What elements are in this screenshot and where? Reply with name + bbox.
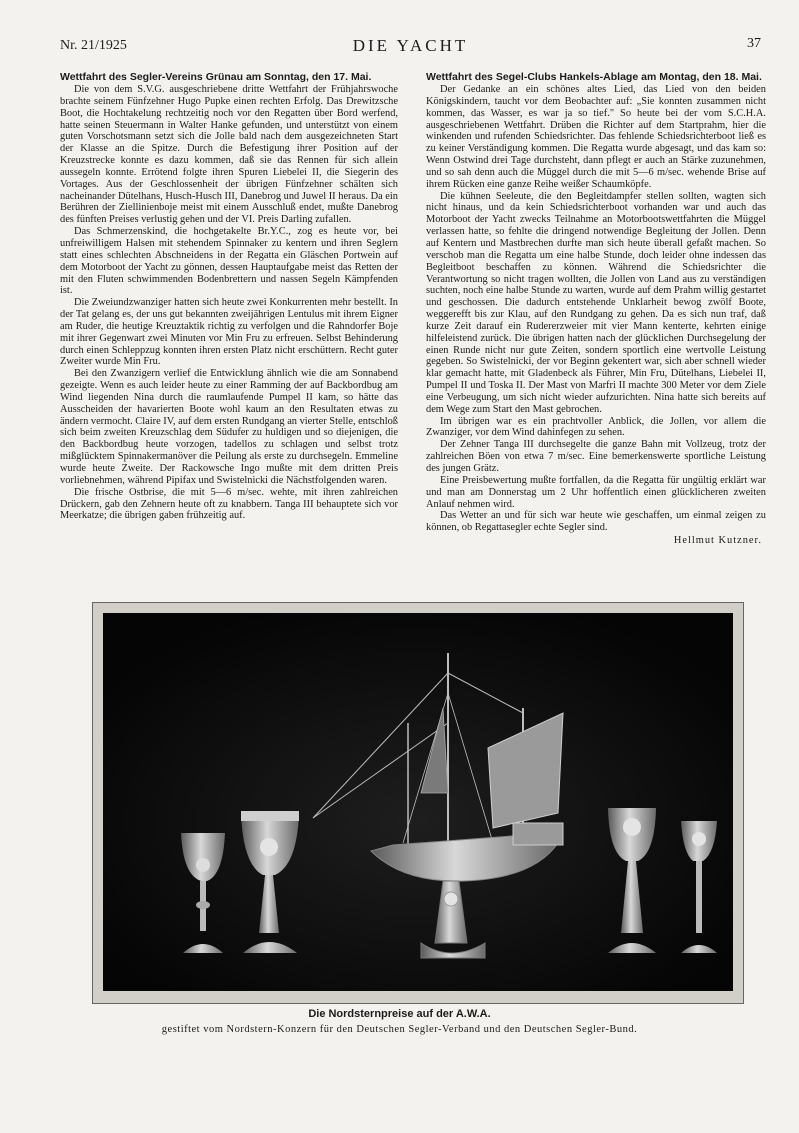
trophy-photo — [103, 613, 733, 991]
trophy-photo-frame — [92, 602, 744, 1004]
left-article — [60, 71, 398, 522]
trophy-illustration — [103, 613, 733, 991]
left-paragraph-2: Das Schmerzenskind, die hochgetakelte Br.Y.C., zog es heute vor, bei unfreiwilligem Halsen mit stehendem Spinnaker zu kentern und ihren Seglern statt eines schlechten Abschneidens in der Regatta ein Gläschen Portwein auf dem Motorboot der Yacht zu gönnen, dessen Hauptaufgabe meist das Retten der mit den Fluten schwimmenden Bodenbrettern und nassen Segeln Kämpfenden ist. — [60, 226, 398, 297]
magazine-title: DIE YACHT — [352, 36, 469, 55]
issue-number: Nr. 21/1925 — [60, 38, 127, 53]
right-paragraph-2: Die kühnen Seeleute, die den Begleitdampfer stellen sollten, wagten sich nicht hinaus, und da kein Schiedsrichterboot vorhanden war und auch das Motorboot der Yacht zwecks Teilnahme an Motorbootswettfahrten die Müggel verlassen hatte, so fehlte die dringend notwendige Begleitung der Jollen. Denn auf Kentern und Mastbrechen durfte man sich heute überall gefaßt machen. So verschob man die Regatta um eine halbe Stunde, doch leider ohne indessen das Begleitboot beschaffen zu können. Während die Schiedsrichter die Verantwortung so nicht tragen wollten, die Jollen von Land aus zu verständigen suchten, noch eine halbe Stunde zu warten, wurde auf dem Prahm willig gestartet und geschossen. Die dadurch entstehende Unklarheit bewog zwölf Boote, weggerefft bis zur Klau, auf den Rundgang zu gehen. Da es sich nun traf, daß kurze Zeit darauf ein Rudererzweier mit vier Mann kenterte, kehrten einige hilfeleistend zurück. Die übrigen hatten nach der glücklichen Durchsegelung der einen Runde nicht nur gute Zeiten, sondern sportlich eine wertvolle Leistung gegeben. So Swistelnicki, der vor Beginn gekentert war, sich aber schnell wieder klar gemacht hatte, mit Gladenbeck als Führer, Min Fru, Dütelhans, Liebelei II, Pumpel II und Toska II. Der Mast von Marfri II machte 300 Meter vor dem Ziele eine Verbeugung, um sich nicht wieder aufzurichten. Nina hatte sich bereits auf dem Wege zum Start den Mast gebrochen. — [426, 190, 766, 415]
page-number: 37 — [747, 36, 761, 51]
right-paragraph-3: Im übrigen war es ein prachtvoller Anblick, die Jollen, vor allem die Zwanziger, vor dem Wind dahinfegen zu sehen. — [426, 415, 766, 439]
right-paragraph-6: Das Wetter an und für sich war heute wie geschaffen, um einmal zeigen zu können, ob Regattasegler echte Segler sind. — [426, 510, 766, 534]
page-header — [60, 36, 761, 56]
left-paragraph-3: Die Zweiundzwanziger hatten sich heute zwei Konkurrenten mehr bestellt. In der Tat gelang es, der uns gut bekannten zweijährigen Lentulus mit ihrem Eigner am Ruder, die heutige Kreuztaktik richtig zu verfolgen und die Rahndorfer Boje mit ihrer Gegenwart zwei Minuten vor Min Fru zu erfreuen. Selbst Behinderung durch einen Schleppzug konnten ihren ersten Platz nicht erschüttern. Recht guter Zweiter wurde Min Fru. — [60, 297, 398, 368]
left-paragraph-4: Bei den Zwanzigern verlief die Entwicklung ähnlich wie die am Sonnabend gezeigte. Wenn es auch leider heute zu einer Ramming der auf Backbordbug am Wind liegenden Nina durch die raumlaufende Pumpel II kam, so hätte das Ausscheiden der havarierten Boote wohl kaum an den Resultaten etwas zu ändern vermocht. Claire IV, auf dem ersten Rundgang an vierter Stelle, entschloß sich beim zweiten Kreuzschlag dem Südufer zu huldigen und so diejenigen, die den Backbordbug heute vorzogen, tadellos zu schlagen und selbst trotz mißglücktem Spinnakermanöver die Peilung als erste zu durchsegeln. Emmeline wurde heute Zweite. Der Rackowsche Ingo mußte mit dem dritten Preis vorliebnehmen, während Pipifax und Swistelnicki die Nächstfolgenden waren. — [60, 368, 398, 486]
right-article — [426, 71, 766, 547]
right-paragraph-5: Eine Preisbewertung mußte fortfallen, da die Regatta für ungültig erklärt war und man am Donnerstag um 2 Uhr hoffentlich einen glücklicheren zweiten Anlauf nehmen wird. — [426, 474, 766, 510]
figure-caption-subtitle: gestiftet vom Nordstern-Konzern für den Deutschen Segler-Verband und den Deutschen Segler-Bund. — [161, 1024, 638, 1035]
right-paragraph-1: Der Gedanke an ein schönes altes Lied, das Lied von den beiden Königskindern, taucht vor dem Beobachter auf: „Sie konnten zusammen nicht kommen, das Wasser, es war ja so tief." So heute bei der vom S.C.H.A. ausgeschriebenen Wettfahrt. Drüben die Richter auf dem Startprahm, hier die winkenden und rufenden Schiedsrichter. Das fehlende Schiedsrichterboot ließ es zu keiner Verständigung kommen. Die Regatta wurde abgesagt, und das kam so: Wenn Ostwind drei Tage durchsteht, dann pflegt er auch an Stärke zuzunehmen, und so sah denn auch die Müggel durch die mit 5—6 m/sec. wehende Brise auf ihrem Rücken eine ganze Reihe weißer Schaumköpfe. — [426, 84, 766, 190]
author-signature: Hellmut Kutzner. — [673, 535, 762, 547]
left-paragraph-5: Die frische Ostbrise, die mit 5—6 m/sec. wehte, mit ihren zahlreichen Drückern, gab den Zehnern heute oft zu knabbern. Tanga III behauptete sich vor Meerkatze; die übrigen gaben frühzeitig auf. — [60, 486, 398, 522]
right-article-title: Wettfahrt des Segel-Clubs Hankels-Ablage am Montag, den 18. Mai. — [426, 71, 762, 83]
figure-caption-title: Die Nordsternpreise auf der A.W.A. — [308, 1008, 491, 1020]
left-article-title: Wettfahrt des Segler-Vereins Grünau am Sonntag, den 17. Mai. — [60, 71, 372, 83]
right-paragraph-4: Der Zehner Tanga III durchsegelte die ganze Bahn mit Vollzeug, trotz der zahlreichen Böen von etwa 7 m/sec. Eine bemerkenswerte sportliche Leistung des jungen Grätz. — [426, 439, 766, 474]
left-paragraph-1: Die von dem S.V.G. ausgeschriebene dritte Wettfahrt der Frühjahrswoche brachte seinem Fünfzehner Hugo Pupke einen rechten Erfolg. Das Drewitzsche Boot, die Hochtakelung rechtzeitig noch vor den Regatten über Bord werfend, hatte seinen Steuermann in Walter Hanke gefunden, und unterstützt von einem guten Vorschotsmann setzt sich die Jolle bald nach dem ausgezeichneten Start der Klasse an die Spitze. Durch die Befestigung ihrer Position auf der Kreuzstrecke konnte es dazu kommen, daß sie das Rennen für sich allein aussegeln konnte. Errötend folgte ihren Spuren Liebelei II, die Siegerin des Vortages. Aus der Geschlossenheit der übrigen Fünfzehner schälten sich nacheinander Dütelhans, Husch-Husch III, Danebrog und Juwel II heraus. Da ein Berühren der Ziellinienboje meist mit einem Ausschluß endet, mußte Danebrog des fünften Preises verlustig gehen und der VI. Preis Darling zufallen. — [60, 84, 398, 226]
